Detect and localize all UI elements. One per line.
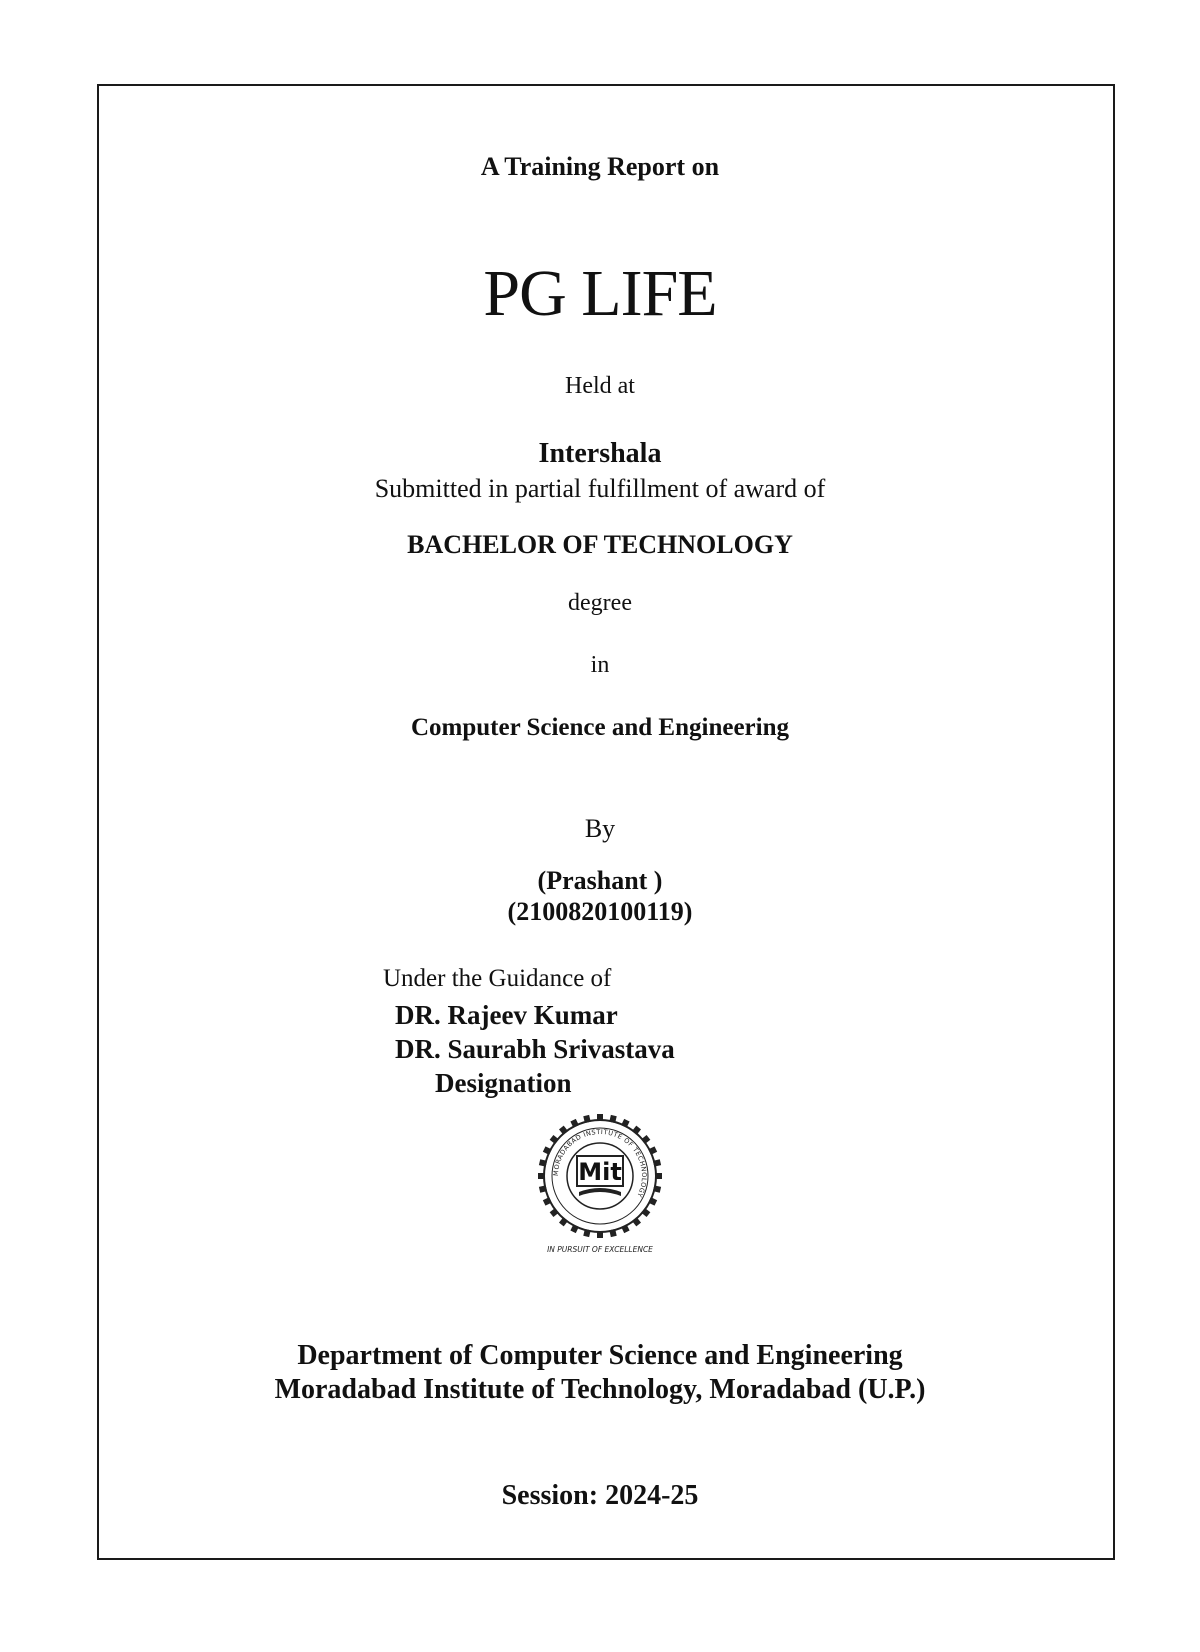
- held-at-label: Held at: [565, 373, 635, 399]
- report-title: PG LIFE: [483, 257, 717, 330]
- gear-tooth: [597, 1114, 603, 1121]
- guide-designation: Designation: [435, 1068, 572, 1098]
- submitted-text: Submitted in partial fulfillment of award of: [374, 474, 826, 503]
- gear-tooth: [538, 1173, 545, 1179]
- gear-tooth: [632, 1217, 641, 1226]
- report-intro: A Training Report on: [480, 152, 720, 181]
- seal-ring-text: MORADABAD INSTITUTE OF TECHNOLOGY: [551, 1127, 649, 1199]
- gear-tooth: [559, 1126, 568, 1135]
- gear-tooth: [641, 1135, 650, 1144]
- gear-tooth: [641, 1208, 650, 1217]
- gear-tooth: [559, 1217, 568, 1226]
- gear-tooth: [648, 1197, 657, 1205]
- gear-tooth: [597, 1231, 603, 1238]
- seal-letters: Mit: [578, 1158, 622, 1186]
- student-name: (Prashant ): [537, 866, 663, 895]
- guidance-label: Under the Guidance of: [383, 965, 612, 992]
- degree-label: degree: [568, 590, 632, 616]
- degree-name: BACHELOR OF TECHNOLOGY: [407, 530, 793, 559]
- gear-tooth: [648, 1146, 657, 1154]
- session-label: Session: 2024-25: [501, 1480, 699, 1511]
- seal-motto: IN PURSUIT OF EXCELLENCE: [547, 1245, 653, 1254]
- gear-tooth: [570, 1224, 578, 1233]
- gear-tooth: [655, 1173, 662, 1179]
- institute-name: Moradabad Institute of Technology, Moradabad (U.P.): [274, 1374, 926, 1405]
- department-name: Department of Computer Science and Engineering: [297, 1340, 903, 1371]
- gear-tooth: [621, 1224, 629, 1233]
- gear-tooth: [543, 1146, 552, 1154]
- student-roll-number: (2100820100119): [507, 897, 693, 926]
- gear-tooth: [570, 1119, 578, 1128]
- guide-name: DR. Rajeev Kumar: [395, 1000, 618, 1030]
- by-label: By: [584, 814, 616, 843]
- gear-tooth: [632, 1126, 641, 1135]
- branch-name: Computer Science and Engineering: [410, 714, 789, 741]
- guide-name: DR. Saurabh Srivastava: [395, 1034, 675, 1064]
- gear-tooth: [550, 1135, 559, 1144]
- institute-seal-icon: [505, 1112, 695, 1257]
- in-label: in: [590, 652, 610, 678]
- organization-name: Intershala: [538, 438, 662, 469]
- gear-tooth: [550, 1208, 559, 1217]
- gear-tooth: [621, 1119, 629, 1128]
- gear-tooth: [543, 1197, 552, 1205]
